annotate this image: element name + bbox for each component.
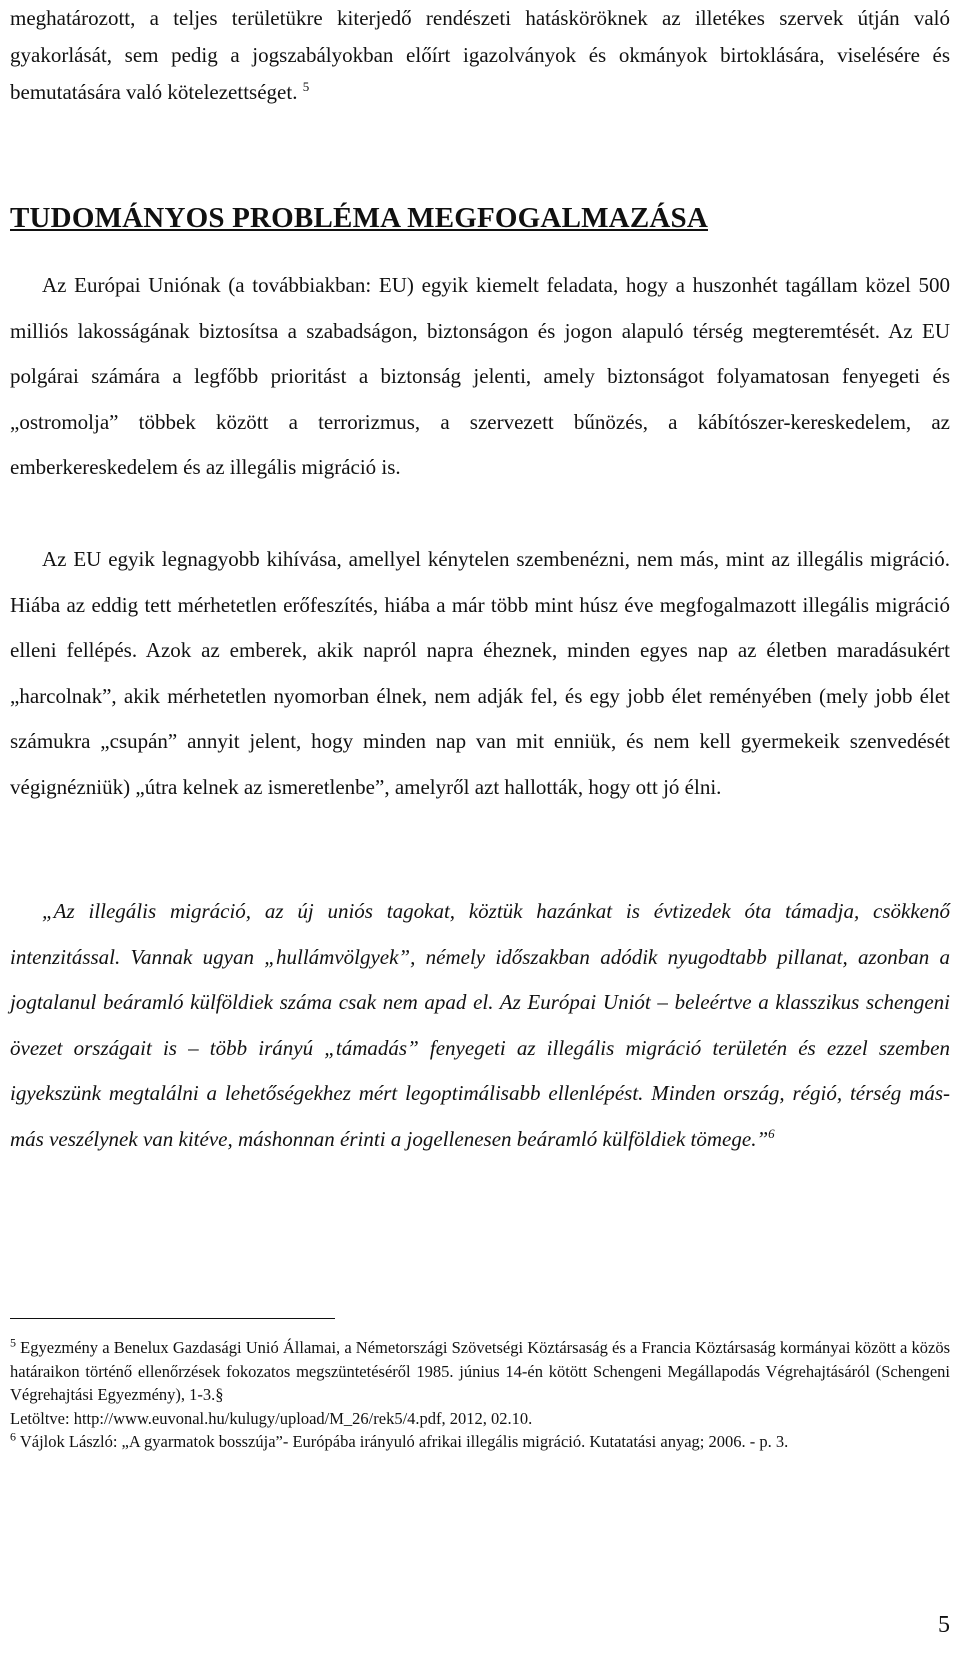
quote-text: „Az illegális migráció, az új uniós tagokat, köztük hazánkat is évtizedek óta támadja, csökkenő intenzitással. Vannak ugyan „hullámvölgyek”, némely időszakban adódik nyugodtabb pillanat, azonban a jogtalanul beáramló külföldiek száma csak nem apad el. Az Európai Uniót – beleértve a klasszikus schengeni övezet országait is – több irányú „támadás” fenyegeti az illegális migráció területén és ezzel szemben igyekszünk megtalálni a lehetőségekhez mért legoptimálisabb ellenlépést. Minden ország, régió, térség más-más veszélynek van kitéve, máshonnan érinti a jogellenesen beáramló külföldiek tömege.” bbox=[10, 899, 950, 1151]
section-heading: TUDOMÁNYOS PROBLÉMA MEGFOGALMAZÁSA bbox=[10, 202, 708, 234]
footnote-separator bbox=[10, 1318, 335, 1319]
footnote-number: 5 bbox=[10, 1335, 16, 1350]
footnote-ref-6[interactable]: 6 bbox=[768, 1125, 775, 1141]
footnotes bbox=[10, 1336, 950, 1454]
quote-paragraph bbox=[10, 889, 950, 1162]
page-number: 5 bbox=[938, 1612, 950, 1638]
paragraph-2: Az EU egyik legnagyobb kihívása, amellyel kénytelen szembenézni, nem más, mint az illegális migráció. Hiába az eddig tett mérhetetlen erőfeszítés, hiába a már több mint húsz éve megfogalmazott illegális migráció elleni fellépés. Azok az emberek, akik napról napra éheznek, minden egyes nap az életben maradásukért „harcolnak”, akik mérhetetlen nyomorban élnek, nem adják fel, és egy jobb élet reményében (mely jobb élet számukra „csupán” annyit jelent, hogy minden nap van mit enniük, és nem kell gyermekeik szenvedését végignézniük) „útra kelnek az ismeretlenbe”, amelyről azt hallották, hogy ott jó élni. bbox=[10, 547, 950, 799]
footnote-5-link[interactable]: Letöltve: http://www.euvonal.hu/kulugy/upload/M_26/rek5/4.pdf, 2012, 02.10. bbox=[10, 1408, 533, 1428]
intro-paragraph bbox=[10, 0, 950, 111]
paragraph-1: Az Európai Uniónak (a továbbiakban: EU) egyik kiemelt feladata, hogy a huszonhét tagállam közel 500 milliós lakosságának biztosítsa a szabadságon, biztonságon és jogon alapuló térség megteremtését. Az EU polgárai számára a legfőbb prioritást a biztonság jelenti, amely biztonságot folyamatosan fenyegeti és „ostromolja” többek között a terrorizmus, a szervezett bűnözés, a kábítószer-kereskedelem, az emberkereskedelem és az illegális migráció is. bbox=[10, 273, 950, 479]
footnote-text: Egyezmény a Benelux Gazdasági Unió Államai, a Németországi Szövetségi Köztársaság és a Francia Köztársaság kormányai között a közös határaikon történő ellenőrzések fokozatos megszüntetéséről 1985. június 14-én kötött Schengeni Megállapodás Végrehajtásáról (Schengeni Végrehajtási Egyezmény), 1-3.§ bbox=[10, 1338, 950, 1404]
footnote-6 bbox=[10, 1430, 950, 1454]
footnote-number: 6 bbox=[10, 1429, 16, 1444]
footnote-text: Vájlok László: „A gyarmatok bosszúja”- Európába irányuló afrikai illegális migráció. Kutatatási anyag; 2006. - p. 3. bbox=[16, 1432, 789, 1451]
footnote-ref-5[interactable]: 5 bbox=[302, 79, 310, 94]
intro-text: meghatározott, a teljes területükre kiterjedő rendészeti hatásköröknek az illetékes szervek útján való gyakorlását, sem pedig a jogszabályokban előírt igazolványok és okmányok birtoklására, viselésére és bemutatására való kötelezettséget. bbox=[10, 6, 950, 104]
footnote-5 bbox=[10, 1336, 950, 1407]
